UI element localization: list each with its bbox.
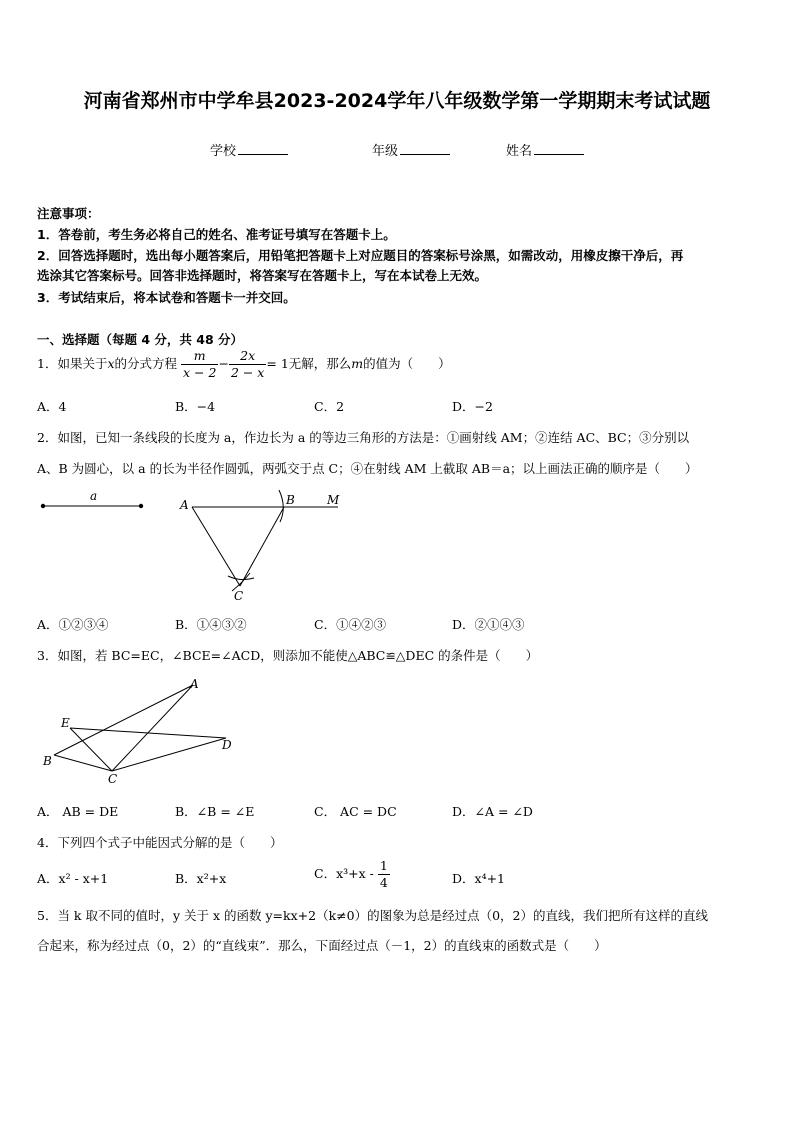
q4-option-a[interactable]: A．x² - x+1	[37, 871, 109, 886]
q2-option-c[interactable]: C．①④②③	[314, 617, 387, 632]
q1-option-b[interactable]: B．−4	[175, 399, 216, 414]
q3-option-c[interactable]: C． AC = DC	[314, 804, 397, 819]
q3-point-d-label: D	[222, 738, 232, 752]
q1-option-d[interactable]: D．−2	[452, 399, 493, 414]
segment-ca	[112, 685, 193, 771]
q3-point-c-label: C	[108, 772, 118, 786]
q1-minus: −	[218, 356, 229, 371]
segment-a-label: a	[90, 489, 98, 503]
q1-mid: 的分式方程	[114, 356, 178, 371]
q1-var-m: m	[351, 356, 364, 371]
q1-prefix: 1．如果关于	[37, 356, 108, 371]
q2-option-a[interactable]: A．①②③④	[37, 617, 109, 632]
segment-ac	[192, 507, 240, 586]
notice-item-2: 2．回答选择题时，选出每小题答案后，用铅笔把答题卡上对应题目的答案标号涂黑，如需改动，用橡皮擦干净后，再	[37, 248, 684, 263]
q4-option-c-text: C．x³+x -	[314, 866, 374, 881]
segment-bc	[240, 507, 284, 586]
point-b-label: B	[286, 493, 295, 507]
q3-point-b-label: B	[43, 754, 52, 768]
segment-a-endpoint-left	[41, 504, 45, 508]
point-a-label: A	[180, 498, 189, 512]
grade-label: 年级	[372, 144, 399, 159]
q3-option-a[interactable]: A． AB = DE	[37, 804, 119, 819]
q4-option-c-num: 1	[379, 858, 388, 873]
q1-frac1-num: m	[181, 348, 218, 365]
question-5-line-2: 合起来，称为经过点（0，2）的“直线束”．那么，下面经过点（－1，2）的直线束的函数式是（ ）	[37, 938, 607, 953]
q1-option-a[interactable]: A．4	[37, 399, 67, 414]
school-label: 学校	[210, 144, 237, 159]
q1-eq: = 1	[266, 356, 289, 371]
point-c-label: C	[234, 589, 244, 603]
q4-option-c-fraction	[378, 858, 390, 891]
notice-heading: 注意事项：	[37, 206, 100, 221]
point-m-label: M	[327, 493, 340, 507]
q3-point-a-label: A	[190, 677, 199, 691]
q1-var-x: x	[107, 356, 115, 371]
segment-cd	[112, 738, 226, 771]
segment-ba	[54, 685, 193, 755]
q2-option-d[interactable]: D．②①④③	[452, 617, 525, 632]
arc-at-b	[279, 490, 283, 522]
q2-option-b[interactable]: B．①④③②	[175, 617, 247, 632]
q1-option-c[interactable]: C．2	[314, 399, 345, 414]
notice-item-3: 3．考试结束后，将本试卷和答题卡一并交回。	[37, 290, 296, 305]
segment-ed	[70, 728, 226, 738]
q1-frac2-den: 2 − x	[230, 365, 265, 380]
segment-a-endpoint-right	[139, 504, 143, 508]
q4-option-c-den: 4	[379, 875, 388, 890]
q4-option-d[interactable]: D．x⁴+1	[452, 871, 506, 886]
question-2-line-1: 2．如图，已知一条线段的长度为 a，作边长为 a 的等边三角形的方法是：①画射线 AM；②连结 AC、BC；③分别以	[37, 430, 690, 445]
q4-option-c[interactable]	[314, 858, 390, 891]
q1-frac2-num: 2x	[229, 348, 266, 365]
question-5-line-1: 5．当 k 取不同的值时，y 关于 x 的函数 y=kx+2（k≠0）的图象为总是经过点（0，2）的直线，我们把所有这样的直线	[37, 908, 708, 923]
q3-option-d[interactable]: D．∠A = ∠D	[452, 804, 533, 819]
q1-frac1-den: x − 2	[183, 365, 217, 380]
segment-ec	[70, 728, 112, 771]
q1-suffix2: 的值为（ ）	[363, 356, 451, 371]
question-3: 3．如图，若 BC=EC，∠BCE=∠ACD，则添加不能使△ABC≌△DEC 的条件是（ ）	[37, 648, 539, 663]
q3-option-b[interactable]: B．∠B = ∠E	[175, 804, 255, 819]
name-label: 姓名	[506, 144, 533, 159]
section-heading-choice: 一、选择题（每题 4 分，共 48 分）	[37, 332, 244, 347]
segment-bc-q3	[54, 755, 112, 771]
q4-option-b[interactable]: B．x²+x	[175, 871, 227, 886]
q3-point-e-label: E	[61, 716, 70, 730]
q1-suffix1: 无解，那么	[288, 356, 352, 371]
notice-item-1: 1．答卷前，考生务必将自己的姓名、准考证号填写在答题卡上。	[37, 227, 396, 242]
arc-at-c-1	[228, 576, 254, 580]
question-4: 4．下列四个式子中能因式分解的是（ ）	[37, 835, 283, 850]
exam-title: 河南省郑州市中学牟县2023-2024学年八年级数学第一学期期末考试试题	[83, 90, 711, 112]
question-2-line-2: A、B 为圆心，以 a 的长为半径作圆弧，两弧交于点 C；④在射线 AM 上截取 AB＝a；以上画法正确的顺序是（ ）	[37, 461, 698, 476]
notice-item-2-cont: 选涂其它答案标号。回答非选择题时，将答案写在答题卡上，写在本试卷上无效。	[37, 268, 488, 283]
